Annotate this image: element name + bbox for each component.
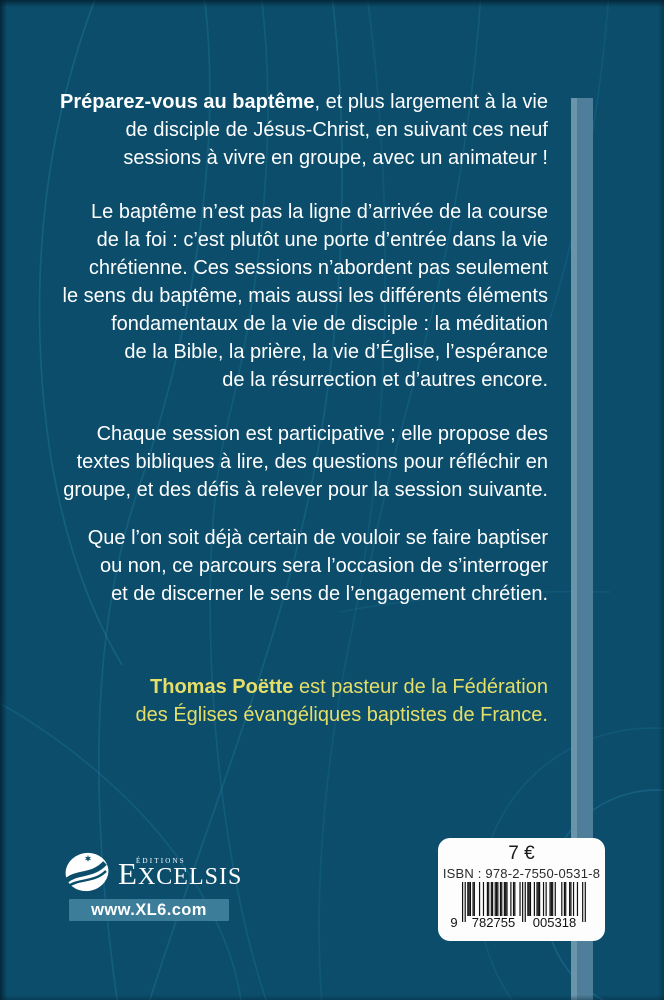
intro-paragraph: [40, 88, 548, 172]
text-line: Thomas Poëtte est pasteur de la Fédération: [150, 676, 548, 698]
text-line: Préparez-vous au baptême, et plus largement à la vie: [60, 91, 548, 113]
description-paragraph: [40, 198, 548, 394]
text-line: Chaque session est participative ; elle propose des: [96, 423, 548, 445]
right-edge-shadow: [658, 0, 664, 1000]
left-edge-shadow: [0, 0, 7, 1000]
top-edge-shadow: [0, 0, 664, 7]
text-line: fondamentaux de la vie de disciple : la méditation: [111, 313, 548, 335]
website-url: www.XL6.com: [91, 900, 207, 919]
blurb: [40, 88, 548, 608]
text-line: Le baptême n’est pas la ligne d’arrivée de la course: [91, 201, 548, 223]
text-line: Que l’on soit déjà certain de vouloir se faire baptiser: [87, 527, 548, 549]
publisher-name: EXCELSIS: [118, 856, 243, 891]
isbn: ISBN : 978-2-7550-0531-8: [442, 866, 601, 881]
text-line: des Églises évangéliques baptistes de France.: [135, 704, 548, 726]
publisher-block: [64, 848, 243, 926]
text-line: sessions à vivre en groupe, avec un animateur !: [123, 147, 548, 169]
text-line: chrétienne. Ces sessions n’abordent pas seulement: [88, 257, 548, 279]
sessions-paragraph: [40, 420, 548, 504]
text-line: groupe, et des défis à relever pour la session suivante.: [63, 479, 548, 501]
text-line: et de discerner le sens de l’engagement chrétien.: [111, 583, 548, 605]
text-line: de la Bible, la prière, la vie d’Église, l’espérance: [124, 341, 548, 363]
editions-label: ÉDITIONS: [136, 857, 186, 865]
author-name: Thomas Poëtte: [150, 676, 294, 698]
text-line: de la résurrection et d’autres encore.: [222, 369, 548, 391]
price-barcode-box: [438, 838, 605, 941]
text-line: le sens du baptême, mais aussi les différents éléments: [62, 285, 548, 307]
price: 7 €: [508, 843, 535, 864]
barcode-digits: 9 782755 005318: [438, 916, 605, 930]
bottom-edge-shadow: [0, 995, 664, 1000]
text-line: de la foi : c’est plutôt une porte d’entrée dans la vie: [96, 229, 548, 251]
author-note: [40, 673, 548, 729]
excelsis-logo-icon: [64, 850, 110, 896]
website-link[interactable]: [69, 899, 229, 921]
text-line: ou non, ce parcours sera l’occasion de s’interroger: [99, 555, 548, 577]
text-line: de disciple de Jésus-Christ, en suivant ces neuf: [125, 119, 548, 141]
closing-paragraph: [40, 524, 548, 608]
text-line: textes bibliques à lire, des questions pour réfléchir en: [76, 451, 548, 473]
